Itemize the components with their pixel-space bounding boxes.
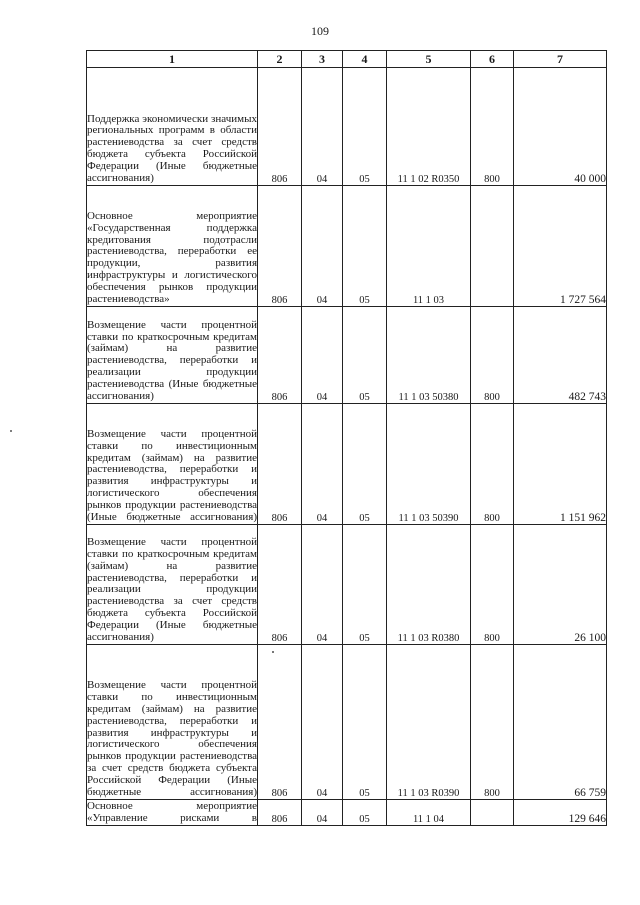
row-subsection: 05 bbox=[343, 800, 387, 826]
row-name: Поддержка экономически значимых региональных программ в области растениеводства за счет средств бюджета субъекта Российской Федерации (Иные бюджетные ассигнования) bbox=[87, 68, 258, 186]
row-target-article: 11 1 03 50380 bbox=[387, 307, 471, 404]
row-subsection: 05 bbox=[343, 404, 387, 525]
table-row bbox=[87, 307, 607, 404]
row-ministry-code: 806 bbox=[258, 800, 302, 826]
row-section: 04 bbox=[302, 645, 343, 800]
header-col-2: 2 bbox=[258, 51, 302, 68]
row-section: 04 bbox=[302, 186, 343, 307]
budget-table bbox=[86, 50, 607, 826]
row-target-article: 11 1 03 R0380 bbox=[387, 525, 471, 645]
table-row bbox=[87, 645, 607, 800]
page-number: 109 bbox=[311, 24, 329, 38]
row-name: Основное мероприятие «Управление рисками в bbox=[87, 800, 257, 825]
row-name: Возмещение части процентной ставки по инвестиционным кредитам (займам) на развитие растениеводства, переработки и развития инфраструктуры и логистического обеспечения рынков продукции растениеводства за счет средств бюджета субъекта Российской Федерации (Иные бюджетные ассигнования) bbox=[87, 645, 258, 800]
row-section: 04 bbox=[302, 68, 343, 186]
scan-artifact-dot bbox=[272, 651, 274, 653]
row-amount: 40 000 bbox=[514, 68, 607, 186]
table-row bbox=[87, 68, 607, 186]
table-row bbox=[87, 525, 607, 645]
row-name: Возмещение части процентной ставки по краткосрочным кредитам (займам) на развитие растениеводства, переработки и реализации продукции растениеводства за счет средств бюджета субъекта Российской Федерации (Иные бюджетные ассигнования) bbox=[87, 525, 258, 645]
row-name: Возмещение части процентной ставки по инвестиционным кредитам (займам) на развитие растениеводства, переработки и развития инфраструктуры и логистического обеспечения рынков продукции растениеводства (Иные бюджетные ассигнования) bbox=[87, 404, 258, 525]
row-section: 04 bbox=[302, 404, 343, 525]
row-ministry-code: 806 bbox=[258, 525, 302, 645]
header-col-5: 5 bbox=[387, 51, 471, 68]
header-row bbox=[87, 51, 607, 68]
row-target-article: 11 1 02 R0350 bbox=[387, 68, 471, 186]
row-target-article: 11 1 04 bbox=[387, 800, 471, 826]
row-expense-type bbox=[471, 800, 514, 826]
row-subsection: 05 bbox=[343, 307, 387, 404]
row-amount: 26 100 bbox=[514, 525, 607, 645]
header-col-1: 1 bbox=[87, 51, 258, 68]
row-amount: 66 759 bbox=[514, 645, 607, 800]
header-col-7: 7 bbox=[514, 51, 607, 68]
row-ministry-code: 806 bbox=[258, 186, 302, 307]
row-subsection: 05 bbox=[343, 525, 387, 645]
row-ministry-code: 806 bbox=[258, 404, 302, 525]
table-row bbox=[87, 404, 607, 525]
row-section: 04 bbox=[302, 800, 343, 826]
row-amount: 1 727 564 bbox=[514, 186, 607, 307]
row-name: Основное мероприятие «Государственная поддержка кредитования подотрасли растениеводства, переработки ее продукции, развития инфраструктуры и логистического обеспечения рынков продукции растениеводства» bbox=[87, 186, 258, 307]
row-subsection: 05 bbox=[343, 186, 387, 307]
row-expense-type bbox=[471, 186, 514, 307]
row-ministry-code: 806 bbox=[258, 68, 302, 186]
row-amount: 129 646 bbox=[514, 800, 607, 826]
row-expense-type: 800 bbox=[471, 404, 514, 525]
row-expense-type: 800 bbox=[471, 68, 514, 186]
row-target-article: 11 1 03 R0390 bbox=[387, 645, 471, 800]
row-section: 04 bbox=[302, 525, 343, 645]
header-col-4: 4 bbox=[343, 51, 387, 68]
row-subsection: 05 bbox=[343, 68, 387, 186]
row-ministry-code: 806 bbox=[258, 307, 302, 404]
scan-artifact-dot bbox=[10, 430, 12, 432]
row-ministry-code: 806 bbox=[258, 645, 302, 800]
row-expense-type: 800 bbox=[471, 307, 514, 404]
row-target-article: 11 1 03 50390 bbox=[387, 404, 471, 525]
row-amount: 482 743 bbox=[514, 307, 607, 404]
row-name: Возмещение части процентной ставки по краткосрочным кредитам (займам) на развитие растениеводства, переработки и реализации продукции растениеводства (Иные бюджетные ассигнования) bbox=[87, 307, 258, 404]
row-amount: 1 151 962 bbox=[514, 404, 607, 525]
row-target-article: 11 1 03 bbox=[387, 186, 471, 307]
row-expense-type: 800 bbox=[471, 645, 514, 800]
table-row bbox=[87, 800, 607, 826]
row-section: 04 bbox=[302, 307, 343, 404]
table-row bbox=[87, 186, 607, 307]
header-col-6: 6 bbox=[471, 51, 514, 68]
row-subsection: 05 bbox=[343, 645, 387, 800]
header-col-3: 3 bbox=[302, 51, 343, 68]
row-expense-type: 800 bbox=[471, 525, 514, 645]
